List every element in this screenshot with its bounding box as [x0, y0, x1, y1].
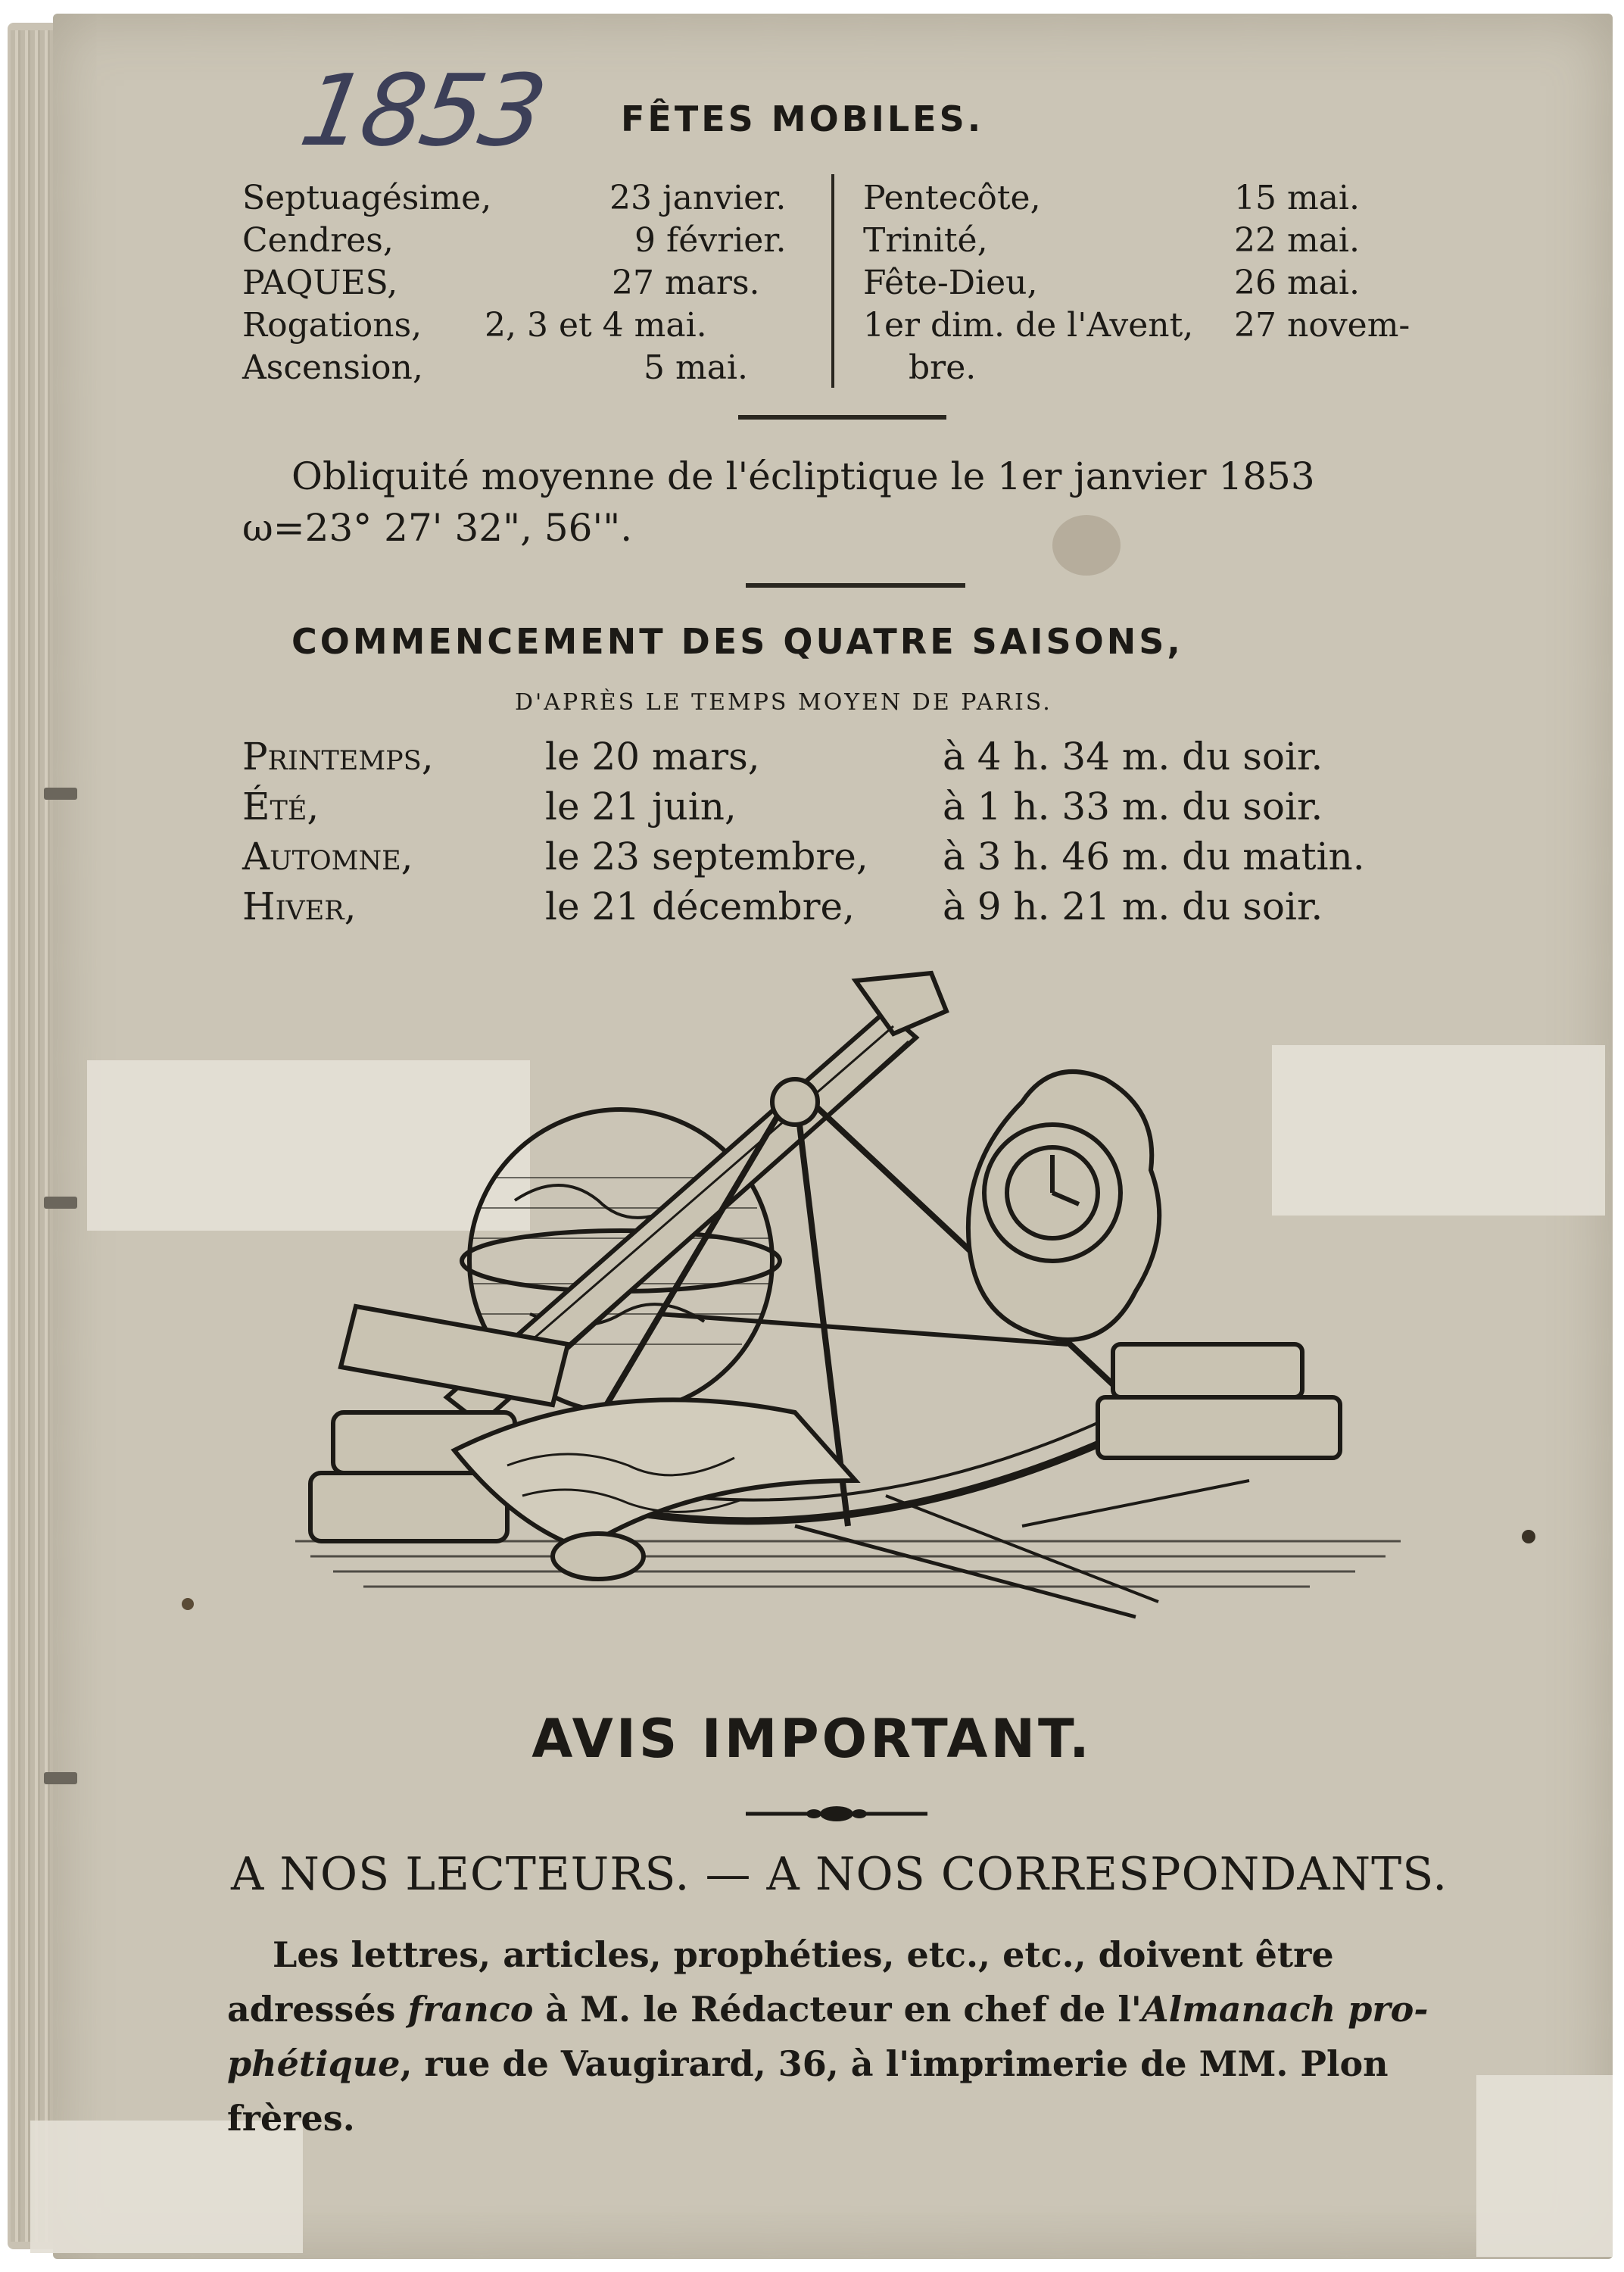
feast-name: 1er dim. de l'Avent,	[863, 306, 1194, 345]
notice-italic-prophetique: phétique	[227, 2043, 401, 2084]
notice-text: à M. le Rédacteur en chef de l'	[533, 1989, 1142, 2030]
feast-name: Trinité,	[863, 221, 988, 260]
feast-name: Fête-Dieu,	[863, 264, 1038, 302]
section-rule	[738, 415, 946, 420]
season-date: le 20 mars,	[545, 735, 760, 779]
notice-line-1: Les lettres, articles, prophéties, etc., etc., doivent être	[273, 1934, 1334, 1975]
season-date: le 21 décembre,	[545, 885, 855, 928]
saisons-subtitle: D'APRÈS LE TEMPS MOYEN DE PARIS.	[515, 689, 1052, 716]
season-name: Hiver,	[242, 885, 357, 928]
season-name: Été,	[242, 785, 320, 829]
obliquite-line-2: ω=23° 27' 32", 56'".	[242, 506, 633, 550]
notice-italic-almanach: Almanach pro-	[1141, 1989, 1429, 2030]
feast-date: 15 mai.	[1234, 179, 1360, 217]
feast-date: 26 mai.	[1234, 264, 1360, 302]
notice-text: adressés	[227, 1989, 408, 2030]
season-date: le 23 septembre,	[545, 835, 868, 879]
season-date: le 21 juin,	[545, 785, 737, 829]
feast-date: 27 novem-	[1234, 306, 1410, 345]
feast-name: Septuagésime,	[242, 179, 492, 217]
avis-important-title: AVIS IMPORTANT.	[531, 1708, 1093, 1770]
season-name: Printemps,	[242, 735, 434, 779]
clock-icon	[968, 1072, 1159, 1340]
fetes-mobiles-title: FÊTES MOBILES.	[621, 98, 984, 139]
ornament-divider	[746, 1802, 927, 1825]
feast-name: Cendres,	[242, 221, 394, 260]
season-time: à 9 h. 21 m. du soir.	[943, 885, 1323, 928]
season-time: à 3 h. 46 m. du matin.	[943, 835, 1365, 879]
feast-date: 5 mai.	[644, 348, 748, 387]
column-divider	[831, 174, 834, 388]
handwritten-year: 1853	[292, 53, 552, 168]
feast-date: 2, 3 et 4 mai.	[485, 306, 707, 345]
book-icon	[1098, 1397, 1340, 1458]
feast-date-continuation: bre.	[909, 348, 977, 387]
feast-name: Rogations,	[242, 306, 422, 345]
notice-line-4: frères.	[227, 2098, 355, 2139]
notice-line-3	[227, 2036, 1389, 2091]
saisons-title: COMMENCEMENT DES QUATRE SAISONS,	[291, 621, 1183, 662]
feast-date: 9 février.	[634, 221, 787, 260]
avis-subtitle: A NOS LECTEURS. — A NOS CORRESPONDANTS.	[231, 1848, 1448, 1901]
feast-name: Pentecôte,	[863, 179, 1041, 217]
season-time: à 1 h. 33 m. du soir.	[943, 785, 1323, 829]
notice-line-2	[227, 1982, 1428, 2036]
season-time: à 4 h. 34 m. du soir.	[943, 735, 1323, 779]
feast-name: PAQUES,	[242, 264, 398, 302]
feast-date: 27 mars.	[612, 264, 760, 302]
feast-name: Ascension,	[242, 348, 423, 387]
scientific-instruments-engraving	[265, 950, 1446, 1655]
book-icon	[310, 1473, 507, 1541]
obliquite-line-1: Obliquité moyenne de l'écliptique le 1er janvier 1853	[291, 454, 1315, 498]
season-name: Automne,	[242, 835, 413, 879]
section-rule	[746, 583, 965, 588]
feast-date: 23 janvier.	[609, 179, 787, 217]
notice-italic-franco: franco	[407, 1989, 534, 2030]
book-icon	[1113, 1344, 1302, 1397]
feast-date: 22 mai.	[1234, 221, 1360, 260]
notice-text: , rue de Vaugirard, 36, à l'imprimerie de MM. Plon	[400, 2043, 1389, 2084]
